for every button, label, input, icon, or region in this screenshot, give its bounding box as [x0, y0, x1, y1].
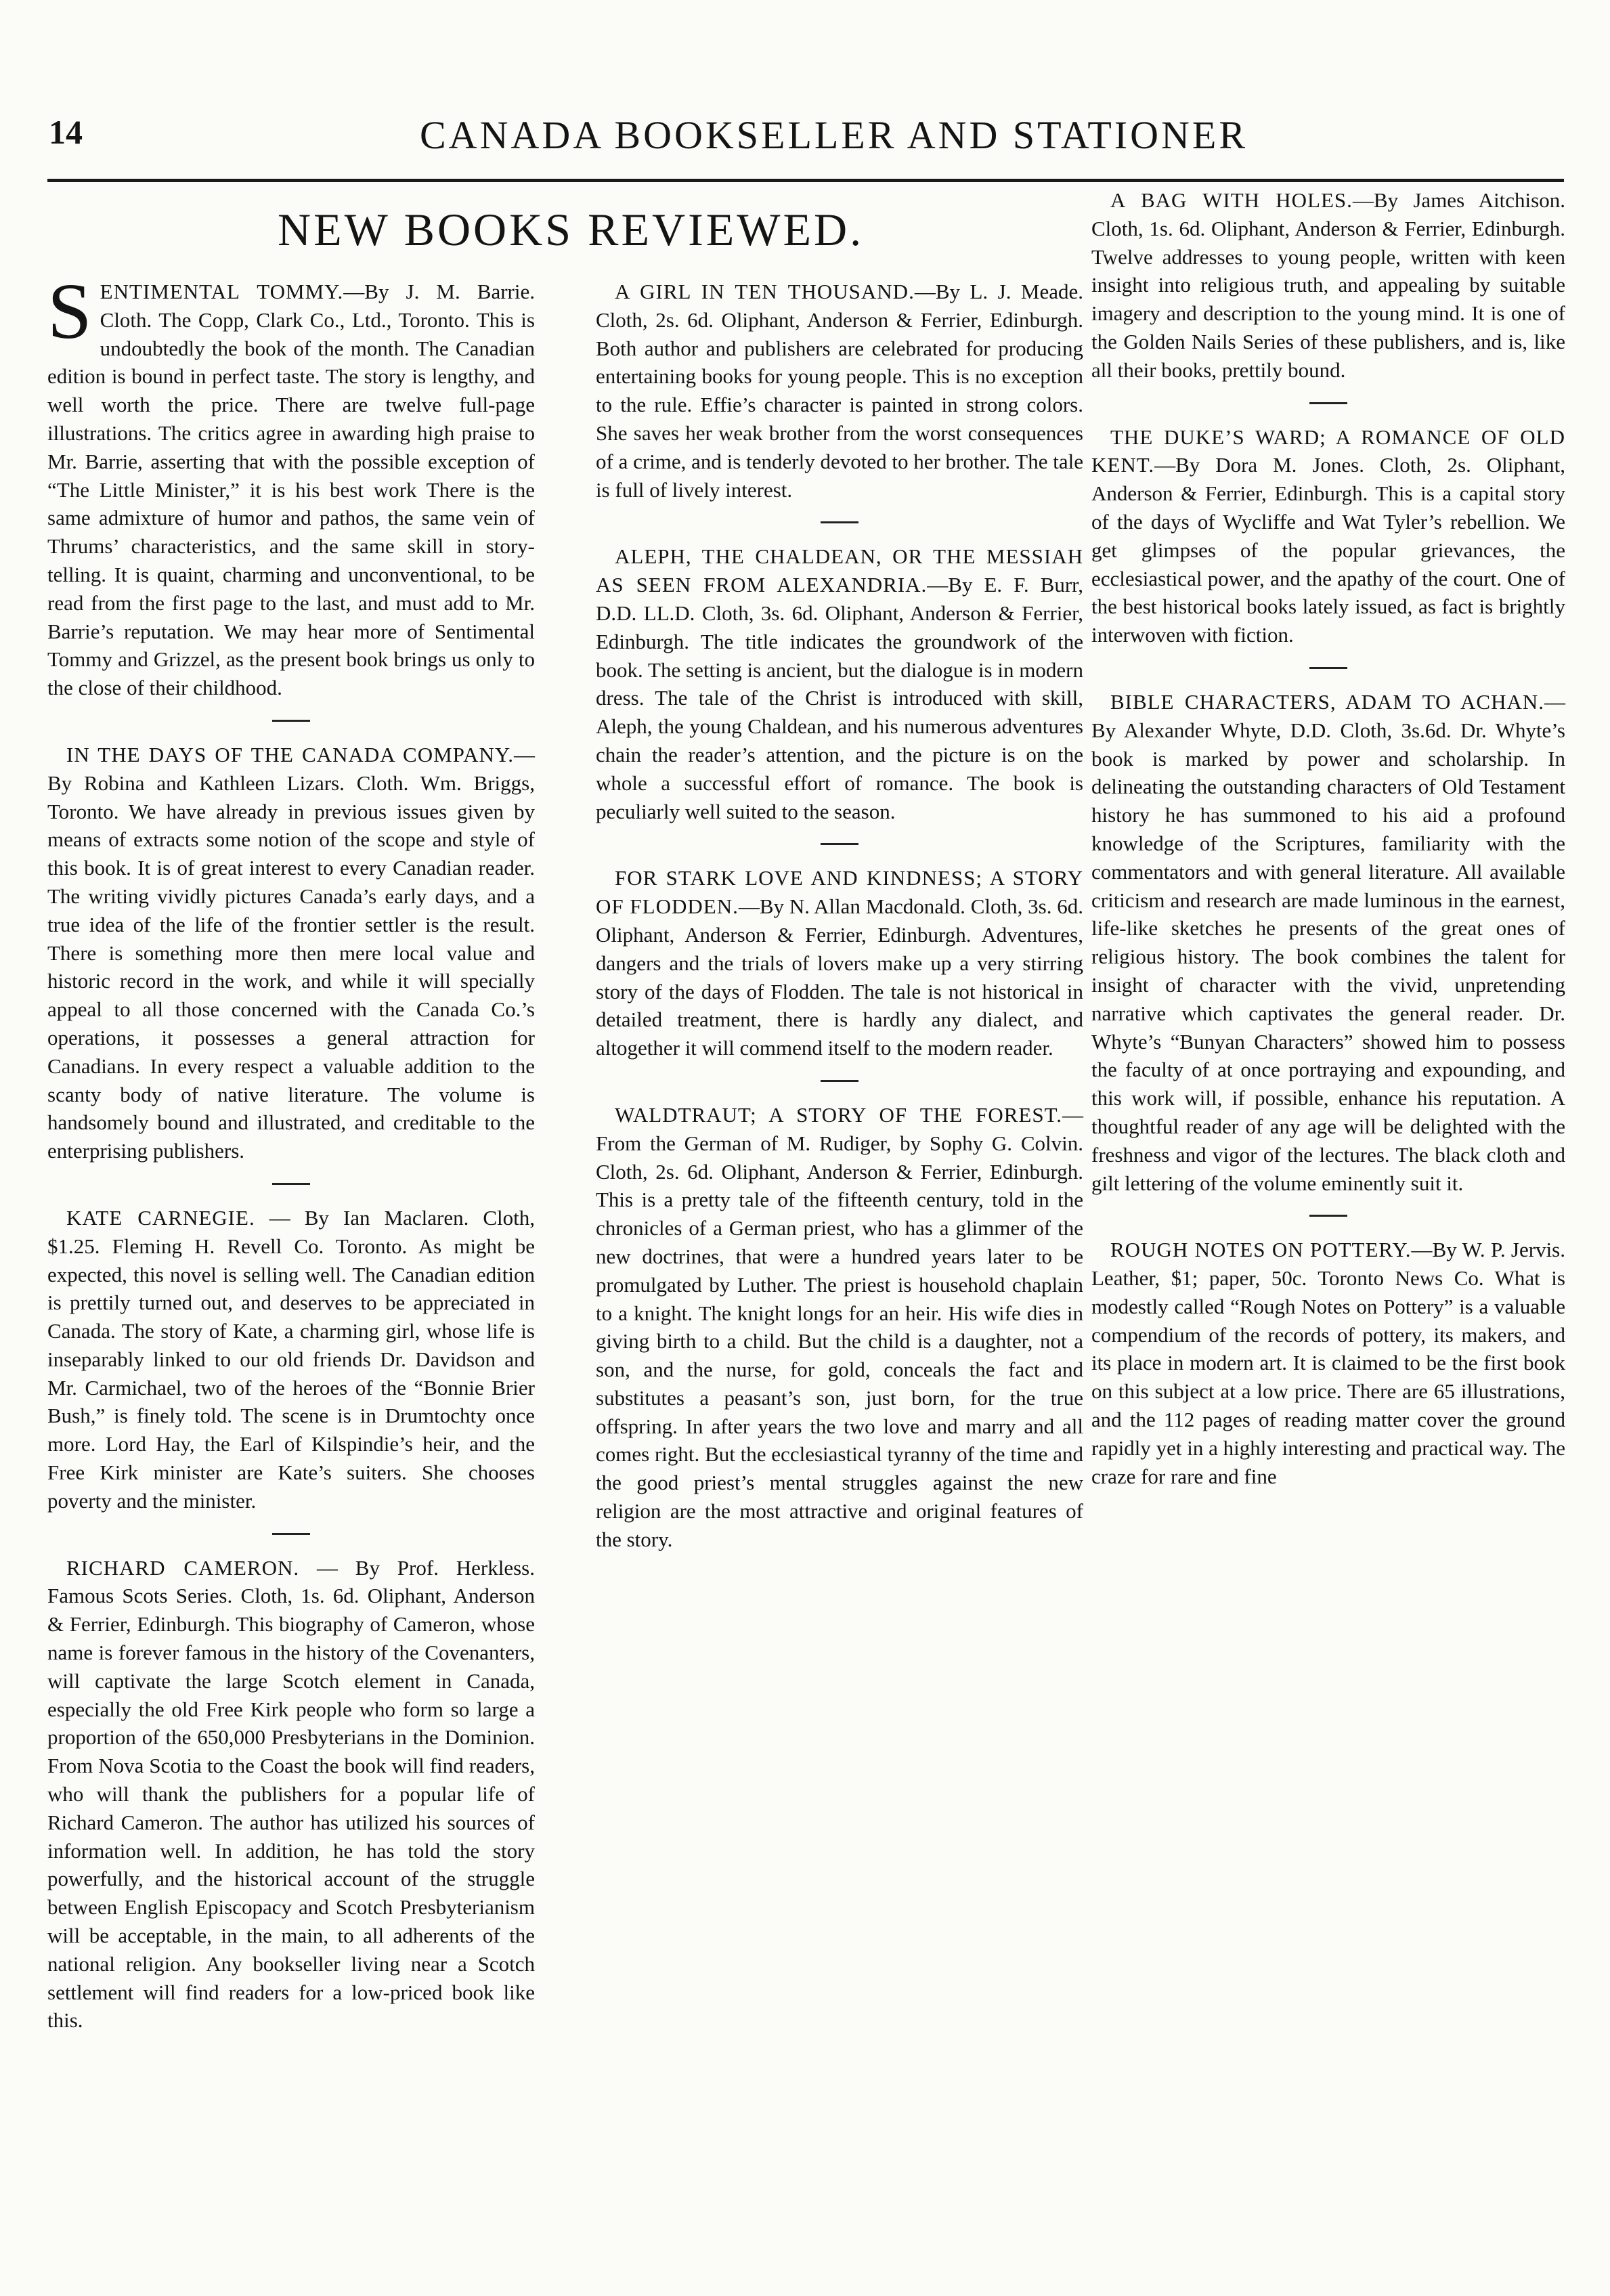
review-body: —By W. P. Jervis. Leather, $1; paper, 50c. Toronto News Co. What is modestly called “Rough Notes on Pottery” is a valuable compendium of the records of pottery, its makers, and its place in modern art. It is claimed to be the first book on this subject at a low price. There are 65 illustrations, and the 112 pages of reading matter cover the ground rapidly yet in a highly interesting and practical way. The craze for rare and fine [1091, 1238, 1565, 1488]
column-3 [1091, 186, 1565, 1490]
review-heading: RICHARD CAMERON. [66, 1555, 300, 1580]
review-heading: A GIRL IN TEN THOUSAND. [615, 280, 915, 303]
divider [272, 1533, 310, 1535]
column-2 [596, 278, 1083, 1554]
review-body: —By Alexander Whyte, D.D. Cloth, 3s.6d. Dr. Whyte’s book is marked by power and scholarship. In delineating the outstanding characters of Old Testament history he has summoned to his aid a profound knowledge of the Scriptures, familiarity with the commentators and with general literature. All available criticism and research are made luminous in the earnest, life-like sketches he presents of the great ones of religious history. The book combines the talent for insight of character with the vivid, unpretending narrative which captivates the general reader. Dr. Whyte’s “Bunyan Characters” showed him to possess the faculty of at once portraying and expounding, and this work will, if possible, enhance his reputation. A thoughtful reader of any age will be delighted with the freshness and vigor of the lectures. The black cloth and gilt lettering of the volume eminently suit it. [1091, 689, 1565, 1195]
review-bag-with-holes [1091, 186, 1565, 385]
review-body: —By J. M. Barrie. Cloth. The Copp, Clark Co., Ltd., Toronto. This is undoubtedly the book of the month. The Canadian edition is bound in perfect taste. The story is lengthy, and well worth the price. There are twelve full-page illustrations. The critics agree in awarding high praise to Mr. Barrie, asserting that with the possible exception of “The Little Minister,” it is his best work There is the same admixture of humor and pathos, the same vein of Thrums’ characteristics, and the same skill in story-telling. It is quaint, charming and unconventional, to be read from the first page to the last, and must add to Mr. Barrie’s reputation. We may hear more of Sentimental Tommy and Grizzel, as the present book brings us only to the close of their childhood. [47, 280, 535, 700]
running-title: CANADA BOOKSELLER AND STATIONER [420, 113, 1248, 157]
review-body: —From the German of M. Rudiger, by Sophy G. Colvin. Cloth, 2s. 6d. Oliphant, Anderson & Ferrier, Edinburgh. This is a pretty tale of the fifteenth century, told in the chronicles of a German priest, who has a glimmer of the new doctrines, that were a hundred years later to be promulgated by Luther. The priest is household chaplain to a knight. The knight longs for an heir. His wife dies in giving birth to a child. But the child is a daughter, not a son, and the nurse, for gold, conceals the fact and substitutes a peasant’s son, just born, for the true offspring. In after years the two love and marry and all comes right. But the ecclesiastical tyranny of the time and the good priest’s mental struggles against the new religion are the most attractive and original features of the story. [596, 1102, 1083, 1551]
review-heading: WALDTRAUT; A STORY OF THE FOREST. [615, 1102, 1062, 1127]
column-1 [47, 267, 536, 2035]
dropcap: S [47, 267, 92, 355]
review-body: —By N. Allan Macdonald. Cloth, 3s. 6d. Oliphant, Anderson & Ferrier, Edinburgh. Adventures, dangers and the trials of lovers make up a very stirring story of the days of Flodden. The tale is not historical in detailed treatment, there is hardly any dialect, and altogether it will commend itself to the modern reader. [596, 894, 1083, 1060]
section-title: NEW BOOKS REVIEWED. [278, 204, 865, 255]
review-stark-love [596, 864, 1083, 1062]
review-heading: ALEPH, THE CHALDEAN, OR THE MESSIAH AS SEEN FROM ALEXANDRIA. [596, 544, 1083, 597]
review-body: —By L. J. Meade. Cloth, 2s. 6d. Oliphant, Anderson & Ferrier, Edinburgh. Both author and publishers are celebrated for producing entertaining books for young people. This is no exception to the rule. Effie’s character is painted in strong colors. She saves her weak brother from the worst consequences of a crime, and is tenderly devoted to her brother. The tale is full of lively interest. [596, 280, 1083, 502]
divider [821, 1080, 858, 1082]
review-body: —By Robina and Kathleen Lizars. Cloth. Wm. Briggs, Toronto. We have already in previous issues given by means of extracts some notion of the scope and style of this book. It is of great interest to every Canadian reader. The writing vividly pictures Canada’s early days, and a true idea of the life of the frontier settler is the result. There is something more then mere local value and historic record in the work, and while it will specially appeal to all those concerned with the Canada Co.’s operations, it possesses a general attraction for Canadians. In every respect a valuable addition to the scanty body of native literature. The volume is handsomely bound and illustrated, and creditable to the enterprising publishers. [47, 742, 535, 1163]
review-bible-characters [1091, 688, 1565, 1197]
review-heading: IN THE DAYS OF THE CANADA COMPANY. [66, 742, 514, 766]
review-heading: ROUGH NOTES ON POTTERY. [1110, 1238, 1412, 1262]
review-body: —By E. F. Burr, D.D. LL.D. Cloth, 3s. 6d. Oliphant, Anderson & Ferrier, Edinburgh. The title indicates the groundwork of the book. The setting is ancient, but the dialogue is in modern dress. The tale of the Christ is introduced with skill, Aleph, the young Chaldean, and his numerous adventures chain the reader’s attention, and the picture is on the whole a successful effort of romance. The book is peculiarly well suited to the season. [596, 573, 1084, 823]
review-heading: ENTIMENTAL TOMMY. [100, 280, 344, 303]
divider [821, 843, 858, 845]
divider [1309, 1215, 1347, 1217]
divider [1309, 667, 1347, 669]
review-body: — By Ian Maclaren. Cloth, $1.25. Fleming H. Revell Co. Toronto. As might be expected, this novel is selling well. The Canadian edition is prettily turned out, and deserves to be appreciated in Canada. The story of Kate, a charming girl, whose life is inseparably linked to our old friends Dr. Davidson and Mr. Carmichael, two of the heroes of the “Bonnie Brier Bush,” is finely told. The scene is in Drumtochty once more. Lord Hay, the Earl of Kilspindie’s heir, and the Free Kirk minister are Kate’s suiters. She chooses poverty and the minister. [47, 1205, 536, 1513]
review-aleph-chaldean [596, 542, 1083, 825]
review-kate-carnegie [47, 1204, 535, 1515]
divider [272, 1183, 310, 1185]
review-heading: FOR STARK LOVE AND KINDNESS; A STORY OF FLODDEN. [596, 866, 1083, 919]
review-heading: THE DUKE’S WARD; A ROMANCE OF OLD KENT. [1091, 425, 1565, 477]
review-heading: BIBLE CHARACTERS, ADAM TO ACHAN. [1110, 689, 1544, 714]
divider [821, 521, 858, 523]
review-days-canada-company [47, 741, 535, 1165]
review-body: — By Prof. Herkless. Famous Scots Series. Cloth, 1s. 6d. Oliphant, Anderson & Ferrier, Edinburgh. This biography of Cameron, whose name is forever famous in the history of the Covenanters, will captivate the large Scotch element in Canada, especially the old Free Kirk people who form so large a proportion of the 650,000 Presbyterians in the Dominion. From Nova Scotia to the Coast the book will find readers, who will thank the publishers for a popular life of Richard Cameron. The author has utilized his sources of information well. In addition, he has told the story powerfully, and the historical account of the struggle between English Episcopacy and Scotch Presbyterianism will be acceptable, in the main, to all adherents of the national religion. Any bookseller living near a Scotch settlement will find readers for a low-priced book like this. [47, 1555, 535, 2033]
review-sentimental-tommy [47, 267, 535, 702]
review-rough-notes-pottery [1091, 1236, 1565, 1490]
divider [272, 720, 310, 722]
review-girl-ten-thousand [596, 278, 1083, 504]
review-body: —By Dora M. Jones. Cloth, 2s. Oliphant, Anderson & Ferrier, Edinburgh. This is a capital story of the days of Wycliffe and Wat Tyler’s rebellion. We get glimpses of the popular grievances, the ecclesiastical power, and the apathy of the court. One of the best historical books lately issued, as fact is brightly interwoven with fiction. [1091, 453, 1565, 647]
review-waldtraut [596, 1101, 1083, 1554]
review-heading: A BAG WITH HOLES. [1110, 188, 1353, 212]
page-number: 14 [49, 113, 83, 151]
review-heading: KATE CARNEGIE. [66, 1205, 255, 1230]
review-dukes-ward [1091, 423, 1565, 649]
divider [1309, 402, 1347, 404]
review-richard-cameron [47, 1554, 535, 2035]
review-body: —By James Aitchison. Cloth, 1s. 6d. Oliphant, Anderson & Ferrier, Edinburgh. Twelve addresses to young people, written with keen insight into religious truth, and appealing by suitable imagery and description to the young mind. It is one of the Golden Nails Series of these publishers, and is, like all their books, prettily bound. [1091, 188, 1565, 382]
header-rule [47, 179, 1564, 182]
